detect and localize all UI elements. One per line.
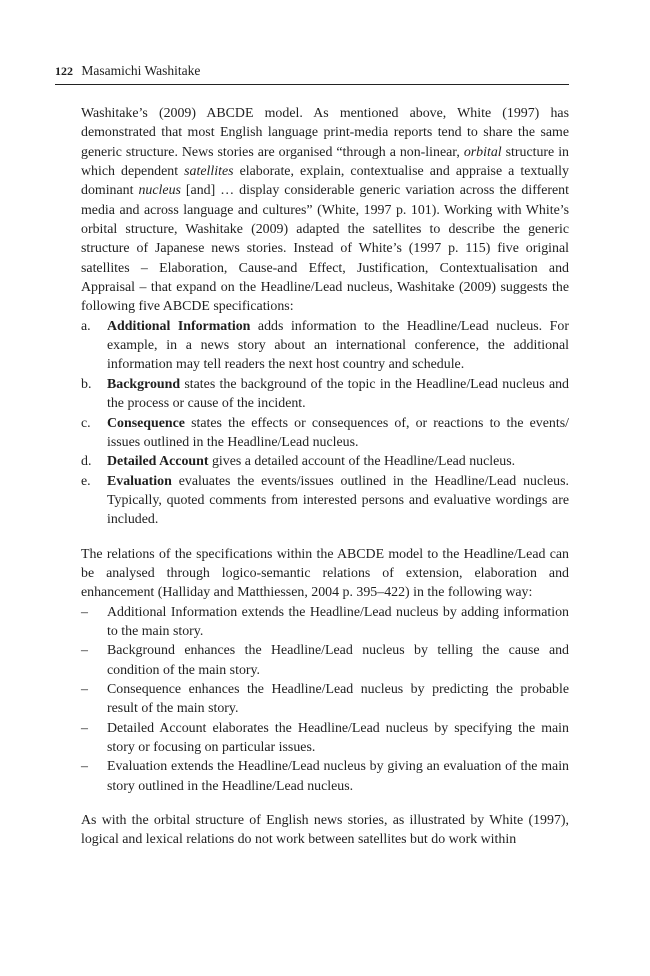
list-marker: b.: [81, 376, 92, 392]
spec-text: evaluates the events/issues outlined in the Headline/Lead nucleus. Typically, quoted comments from interested persons and evaluative wordings are included.: [107, 473, 569, 528]
relation-text: Consequence enhances the Headline/Lead nucleus by predicting the probable result of the main story.: [107, 681, 569, 717]
spec-term: Consequence: [107, 415, 185, 431]
running-header: [55, 62, 569, 85]
list-item: [81, 641, 569, 680]
closing-paragraph: As with the orbital structure of English news stories, as illustrated by White (1997), logical and lexical relations do not work between satellites but do work within: [81, 813, 569, 848]
intro-paragraph: [81, 104, 569, 317]
list-item: [81, 452, 569, 471]
list-item: [81, 719, 569, 758]
list-marker: a.: [81, 318, 91, 334]
relations-list: [81, 603, 569, 796]
list-item: [81, 757, 569, 796]
spec-term: Evaluation: [107, 473, 172, 489]
spec-text: gives a detailed account of the Headline/Lead nucleus.: [208, 454, 516, 470]
list-item: [81, 472, 569, 530]
intro-text-2: structure in which dependent: [81, 144, 569, 180]
relation-text: Evaluation extends the Headline/Lead nucleus by giving an evaluation of the main story outlined in the Headline/Lead nucleus.: [107, 759, 569, 794]
relation-text: Detailed Account elaborates the Headline/Lead nucleus by specifying the main story or focusing on particular issues.: [107, 720, 569, 755]
spec-term: Background: [107, 376, 181, 392]
list-item: [81, 317, 569, 375]
spec-term: Detailed Account: [107, 454, 209, 470]
emphasis-nucleus: nucleus: [138, 183, 181, 199]
list-item: [81, 680, 569, 719]
dash-marker: –: [81, 720, 88, 736]
list-item: [81, 375, 569, 414]
dash-marker: –: [81, 759, 88, 775]
page-number: 122: [55, 64, 73, 78]
relations-intro-paragraph: The relations of the specifications within the ABCDE model to the Headline/Lead can be analysed through logico-semantic relations of extension, elaboration and enhancement (Halliday and Matthiessen, 2004 p. 395–422) in the following way:: [81, 546, 569, 601]
spec-text: states the effects or consequences of, or reactions to the events/ issues outlined in the Headline/Lead nucleus.: [107, 415, 569, 450]
dash-marker: –: [81, 681, 88, 697]
list-marker: c.: [81, 415, 91, 431]
list-item: [81, 603, 569, 642]
dash-marker: –: [81, 604, 88, 620]
intro-text-3: elaborate, explain, contextualise and appraise a textually dominant: [81, 164, 569, 199]
intro-text-1: Washitake’s (2009) ABCDE model. As mentioned above, White (1997) has demonstrated that most English language print-media reports tend to share the same generic structure. News stories are organised “through a non-linear,: [81, 106, 569, 160]
relation-text: Additional Information extends the Headline/Lead nucleus by adding information to the main story.: [107, 604, 569, 639]
spec-text: states the background of the topic in the Headline/Lead nucleus and the process or cause of the incident.: [107, 376, 569, 412]
list-marker: d.: [81, 454, 92, 470]
list-marker: e.: [81, 473, 91, 489]
running-header-author: Masamichi Washitake: [81, 63, 201, 78]
emphasis-satellites: satellites: [184, 164, 234, 180]
spec-term: Additional Information: [107, 318, 251, 334]
spec-text: adds information to the Headline/Lead nucleus. For example, in a news story about an international conference, the additional information may tell readers the next host country and schedule.: [107, 318, 569, 373]
intro-text-4: [and] … display considerable generic variation across the different media and across language and cultures” (White, 1997 p. 101). Working with White’s orbital structure, Washitake (2009) adapted the satellites to describe the generic structure of Japanese news stories. Instead of White’s (1997 p. 115) five original satellites – Elaboration, Cause-and Effect, Justification, Contextualisation and Appraisal – that expand on the Headline/Lead nucleus, Washitake (2009) suggests the following five ABCDE specifications:: [81, 183, 569, 315]
emphasis-orbital: orbital: [463, 144, 502, 160]
page-body: [81, 104, 569, 850]
dash-marker: –: [81, 643, 88, 659]
list-item: [81, 414, 569, 453]
specification-list: [81, 317, 569, 530]
relation-text: Background enhances the Headline/Lead nucleus by telling the cause and condition of the main story.: [107, 643, 569, 678]
